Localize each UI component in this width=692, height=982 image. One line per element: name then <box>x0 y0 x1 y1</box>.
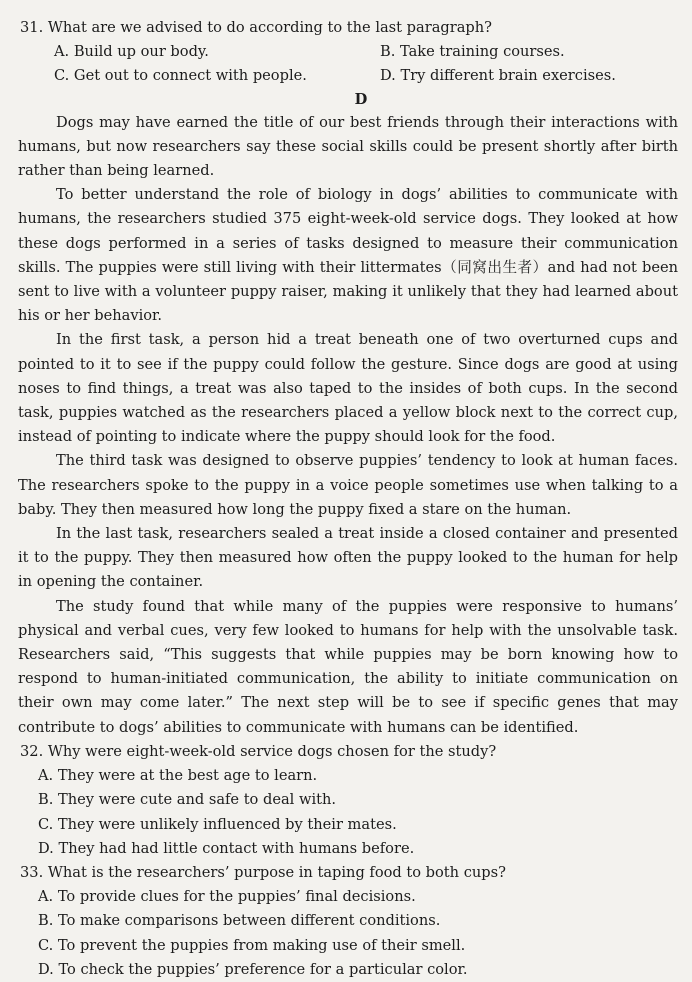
question-33-option-d: D. To check the puppies’ preference for a particular color. <box>38 960 468 978</box>
question-31-option-b: B. Take training courses. <box>380 43 565 61</box>
question-list <box>14 740 678 982</box>
question-31-option-a: A. Build up our body. <box>54 43 209 61</box>
question-33-option-b: B. To make comparisons between different conditions. <box>38 912 441 930</box>
question-32-options <box>14 764 678 861</box>
question-33-options <box>14 885 678 982</box>
question-32-option-d: D. They had had little contact with humans before. <box>38 839 415 857</box>
question-32-option-a: A. They were at the best age to learn. <box>38 767 318 785</box>
question-33-option-c: C. To prevent the puppies from making use of their smell. <box>38 936 466 954</box>
passage-paragraph-5: In the last task, researchers sealed a treat inside a closed container and presented it to the puppy. They then measured how often the puppy looked to the human for help in opening the container. <box>18 525 678 591</box>
passage-paragraph-4: The third task was designed to observe puppies’ tendency to look at human faces. The researchers spoke to the puppy in a voice people sometimes use when talking to a baby. They then measured how long the puppy fixed a stare on the human. <box>18 452 678 518</box>
question-31 <box>14 16 678 89</box>
passage-paragraph-1: Dogs may have earned the title of our best friends through their interactions with humans, but now researchers say these social skills could be present shortly after birth rather than being learned. <box>18 113 678 180</box>
question-32-stem: 32. Why were eight-week-old service dogs chosen for the study? <box>20 742 497 760</box>
reading-passage <box>14 111 678 740</box>
passage-paragraph-2: To better understand the role of biology in dogs’ abilities to communicate with humans, the researchers studied 375 eight-week-old service dogs. They looked at how these dogs performed in a series of tasks designed to measure their communication skills. The puppies were still living with their littermates（同窝出生者）and had not been sent to live with a volunteer puppy raiser, making it unlikely that they had learned about his or her behavior. <box>18 186 678 325</box>
question-31-stem: 31. What are we advised to do according to the last paragraph? <box>20 19 492 36</box>
question-31-option-d: D. Try different brain exercises. <box>380 67 616 85</box>
passage-paragraph-6: The study found that while many of the puppies were responsive to humans’ physical and verbal cues, very few looked to humans for help with the unsolvable task. Researchers said, “This suggests that while puppies may be born knowing how to respond to human-initiated communication, the ability to initiate communication on their own may come later.” The next step will be to see if specific genes that may contribute to dogs’ abilities to communicate with humans can be identified. <box>18 597 678 736</box>
question-33 <box>14 861 678 982</box>
passage-paragraph-3: In the first task, a person hid a treat beneath one of two overturned cups and pointed to it to see if the puppy could follow the gesture. Since dogs are good at using noses to find things, a treat was also taped to the insides of both cups. In the second task, puppies watched as the researchers placed a yellow block next to the correct cup, instead of pointing to indicate where the puppy should look for the food. <box>18 331 678 446</box>
question-33-option-a: A. To provide clues for the puppies’ final decisions. <box>38 888 416 906</box>
question-31-option-c: C. Get out to connect with people. <box>54 67 307 85</box>
question-32-option-b: B. They were cute and safe to deal with. <box>38 791 337 809</box>
section-letter: D <box>354 90 368 108</box>
question-32-option-c: C. They were unlikely influenced by their mates. <box>38 815 397 833</box>
question-31-options <box>14 40 678 88</box>
question-32 <box>14 740 678 861</box>
question-33-stem: 33. What is the researchers’ purpose in taping food to both cups? <box>20 863 506 881</box>
